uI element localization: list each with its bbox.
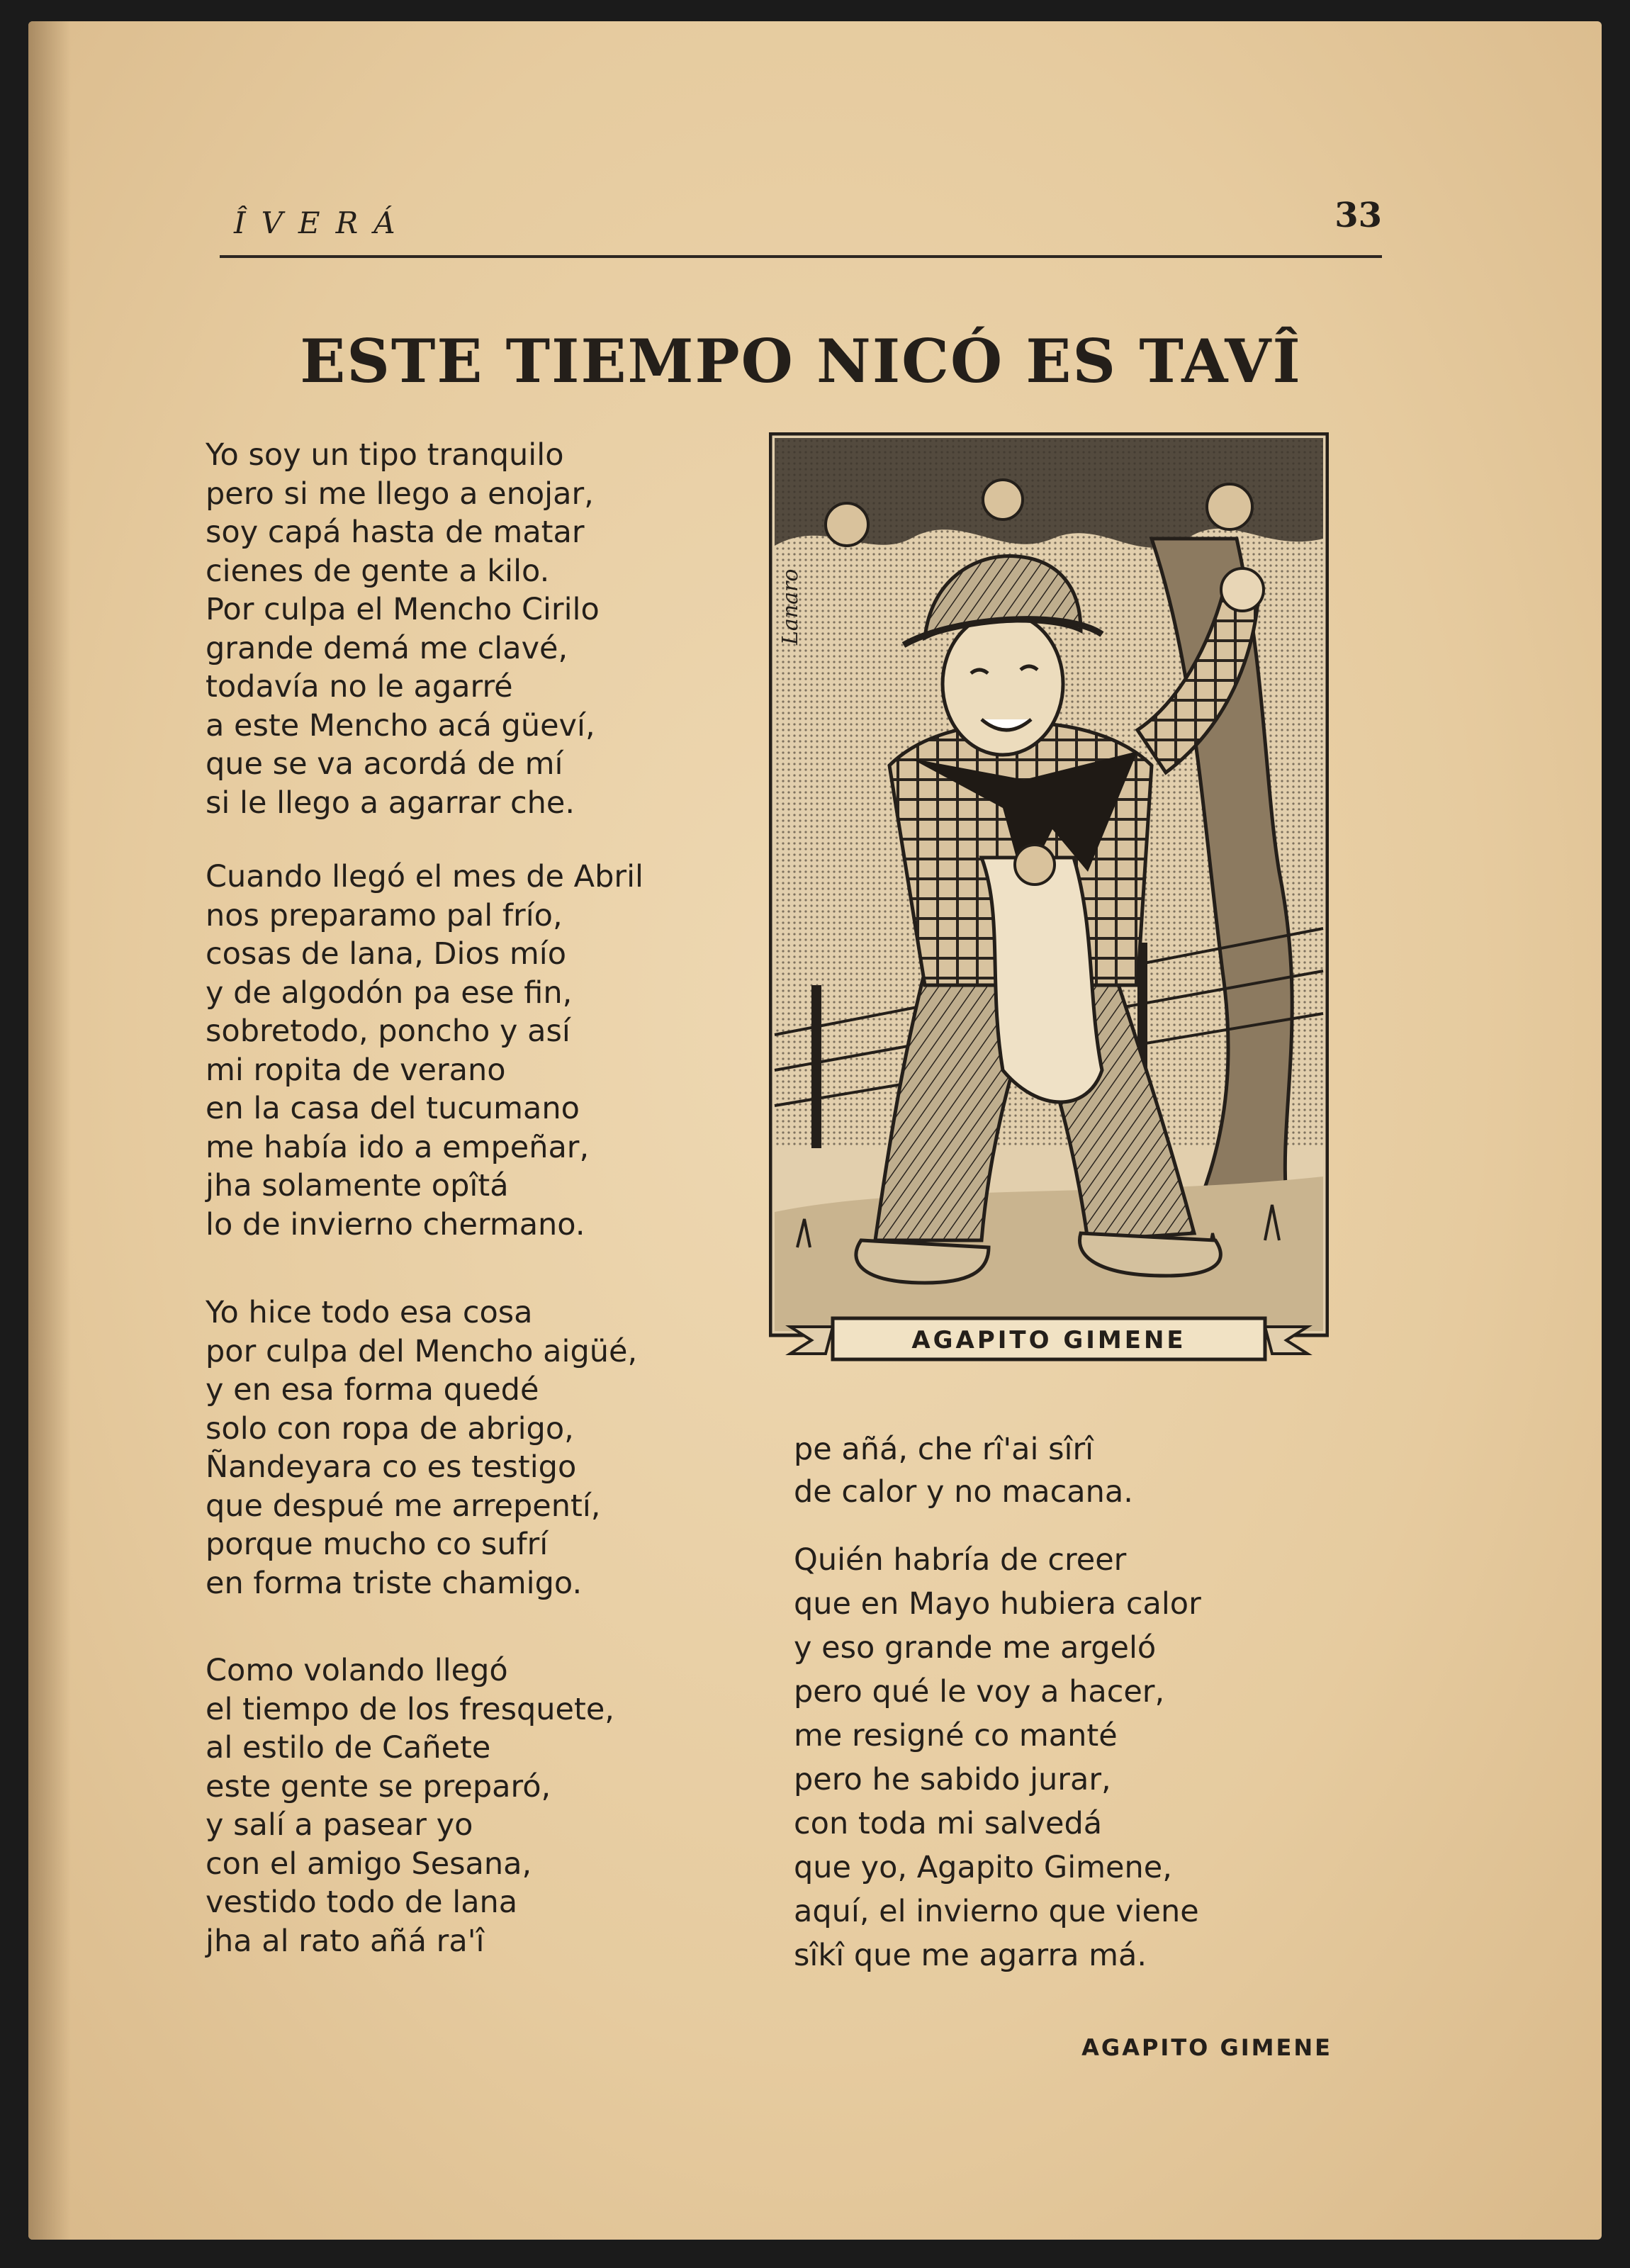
verse-line: nos preparamo pal frío, bbox=[206, 897, 563, 933]
stanza-4-continuation bbox=[794, 1428, 1133, 1513]
stanza-1 bbox=[206, 436, 600, 822]
orange-fruit bbox=[826, 503, 868, 546]
verse-line: cienes de gente a kilo. bbox=[206, 553, 550, 589]
verse-line: que en Mayo hubiera calor bbox=[794, 1586, 1201, 1622]
author-signature: AGAPITO GIMENE bbox=[1081, 2034, 1332, 2061]
artist-signature: Lanaro bbox=[778, 568, 803, 645]
verse-line: el tiempo de los fresquete, bbox=[206, 1691, 614, 1727]
verse-line: Como volando llegó bbox=[206, 1653, 508, 1688]
verse-line: y de algodón pa ese fin, bbox=[206, 975, 573, 1011]
verse-line: y en esa forma quedé bbox=[206, 1372, 539, 1408]
page-number: 33 bbox=[1334, 196, 1382, 235]
verse-line: con toda mi salvedá bbox=[794, 1806, 1103, 1841]
verse-line: que se va acordá de mí bbox=[206, 746, 563, 782]
boy-hand bbox=[1221, 568, 1264, 611]
orange-fruit bbox=[1207, 484, 1252, 529]
verse-line: cosas de lana, Dios mío bbox=[206, 936, 567, 972]
banner-tail-right bbox=[1265, 1327, 1308, 1354]
verse-line: pero qué le voy a hacer, bbox=[794, 1674, 1165, 1710]
verse-line: si le llego a agarrar che. bbox=[206, 785, 575, 821]
poem-title: ESTE TIEMPO NICÓ ES TAVÎ bbox=[300, 326, 1302, 396]
verse-line: y salí a pasear yo bbox=[206, 1807, 473, 1843]
verse-line: con el amigo Sesana, bbox=[206, 1846, 532, 1882]
verse-line: porque mucho co sufrí bbox=[206, 1527, 549, 1562]
illustration-boy-under-tree bbox=[769, 432, 1329, 1400]
verse-line: de calor y no macana. bbox=[794, 1474, 1133, 1510]
page-header bbox=[220, 191, 1382, 258]
verse-line: jha al rato añá ra'î bbox=[206, 1923, 485, 1959]
verse-line: por culpa del Mencho aigüé, bbox=[206, 1333, 638, 1369]
verse-line: solo con ropa de abrigo, bbox=[206, 1410, 574, 1447]
orange-fruit bbox=[983, 480, 1023, 520]
verse-line: vestido todo de lana bbox=[206, 1885, 518, 1920]
verse-line: este gente se preparó, bbox=[206, 1768, 551, 1804]
verse-line: Yo hice todo esa cosa bbox=[206, 1295, 533, 1330]
magazine-page bbox=[28, 21, 1602, 2240]
verse-line: pe añá, che rî'ai sîrî bbox=[794, 1432, 1094, 1467]
verse-line: soy capá hasta de matar bbox=[206, 515, 585, 550]
binding-shadow bbox=[28, 21, 71, 2240]
verse-line: todavía no le agarré bbox=[206, 669, 513, 704]
verse-line: Cuando llegó el mes de Abril bbox=[206, 859, 643, 894]
verse-line: Yo soy un tipo tranquilo bbox=[206, 437, 564, 473]
verse-line: me había ido a empeñar, bbox=[206, 1129, 590, 1165]
verse-line: Quién habría de creer bbox=[794, 1542, 1127, 1578]
verse-line: me resigné co manté bbox=[794, 1718, 1118, 1753]
journal-name: ÎVERÁ bbox=[234, 206, 411, 240]
illustration-caption: AGAPITO GIMENE bbox=[911, 1326, 1186, 1354]
verse-line: en la casa del tucumano bbox=[206, 1091, 580, 1126]
stanza-3 bbox=[206, 1293, 637, 1602]
verse-line: jha solamente opîtá bbox=[206, 1168, 509, 1203]
verse-line: que despué me arrepentí, bbox=[206, 1488, 601, 1524]
verse-line: sîkî que me agarra má. bbox=[794, 1938, 1147, 1973]
verse-line: y eso grande me argeló bbox=[794, 1630, 1157, 1666]
held-orange bbox=[1015, 845, 1055, 885]
verse-line: Por culpa el Mencho Cirilo bbox=[206, 592, 600, 627]
verse-line: aquí, el invierno que viene bbox=[794, 1894, 1199, 1929]
stanza-4 bbox=[206, 1651, 614, 1960]
verse-line: grande demá me clavé, bbox=[206, 630, 568, 666]
boy-shoe-left bbox=[856, 1240, 989, 1283]
boy-head bbox=[943, 613, 1063, 755]
verse-line: mi ropita de verano bbox=[206, 1052, 506, 1088]
stanza-2 bbox=[206, 858, 643, 1244]
verse-line: pero si me llego a enojar, bbox=[206, 476, 594, 512]
verse-line: al estilo de Cañete bbox=[206, 1730, 491, 1765]
verse-line: Ñandeyara co es testigo bbox=[206, 1449, 577, 1485]
verse-line: a este Mencho acá güeví, bbox=[206, 707, 595, 743]
banner-tail-left bbox=[790, 1327, 833, 1354]
verse-line: sobretodo, poncho y así bbox=[206, 1014, 570, 1049]
verse-line: que yo, Agapito Gimene, bbox=[794, 1850, 1172, 1885]
verse-line: pero he sabido jurar, bbox=[794, 1762, 1111, 1797]
fence-post bbox=[811, 985, 821, 1148]
verse-line: en forma triste chamigo. bbox=[206, 1565, 583, 1601]
verse-line: lo de invierno chermano. bbox=[206, 1206, 585, 1242]
stanza-5 bbox=[794, 1538, 1201, 1977]
